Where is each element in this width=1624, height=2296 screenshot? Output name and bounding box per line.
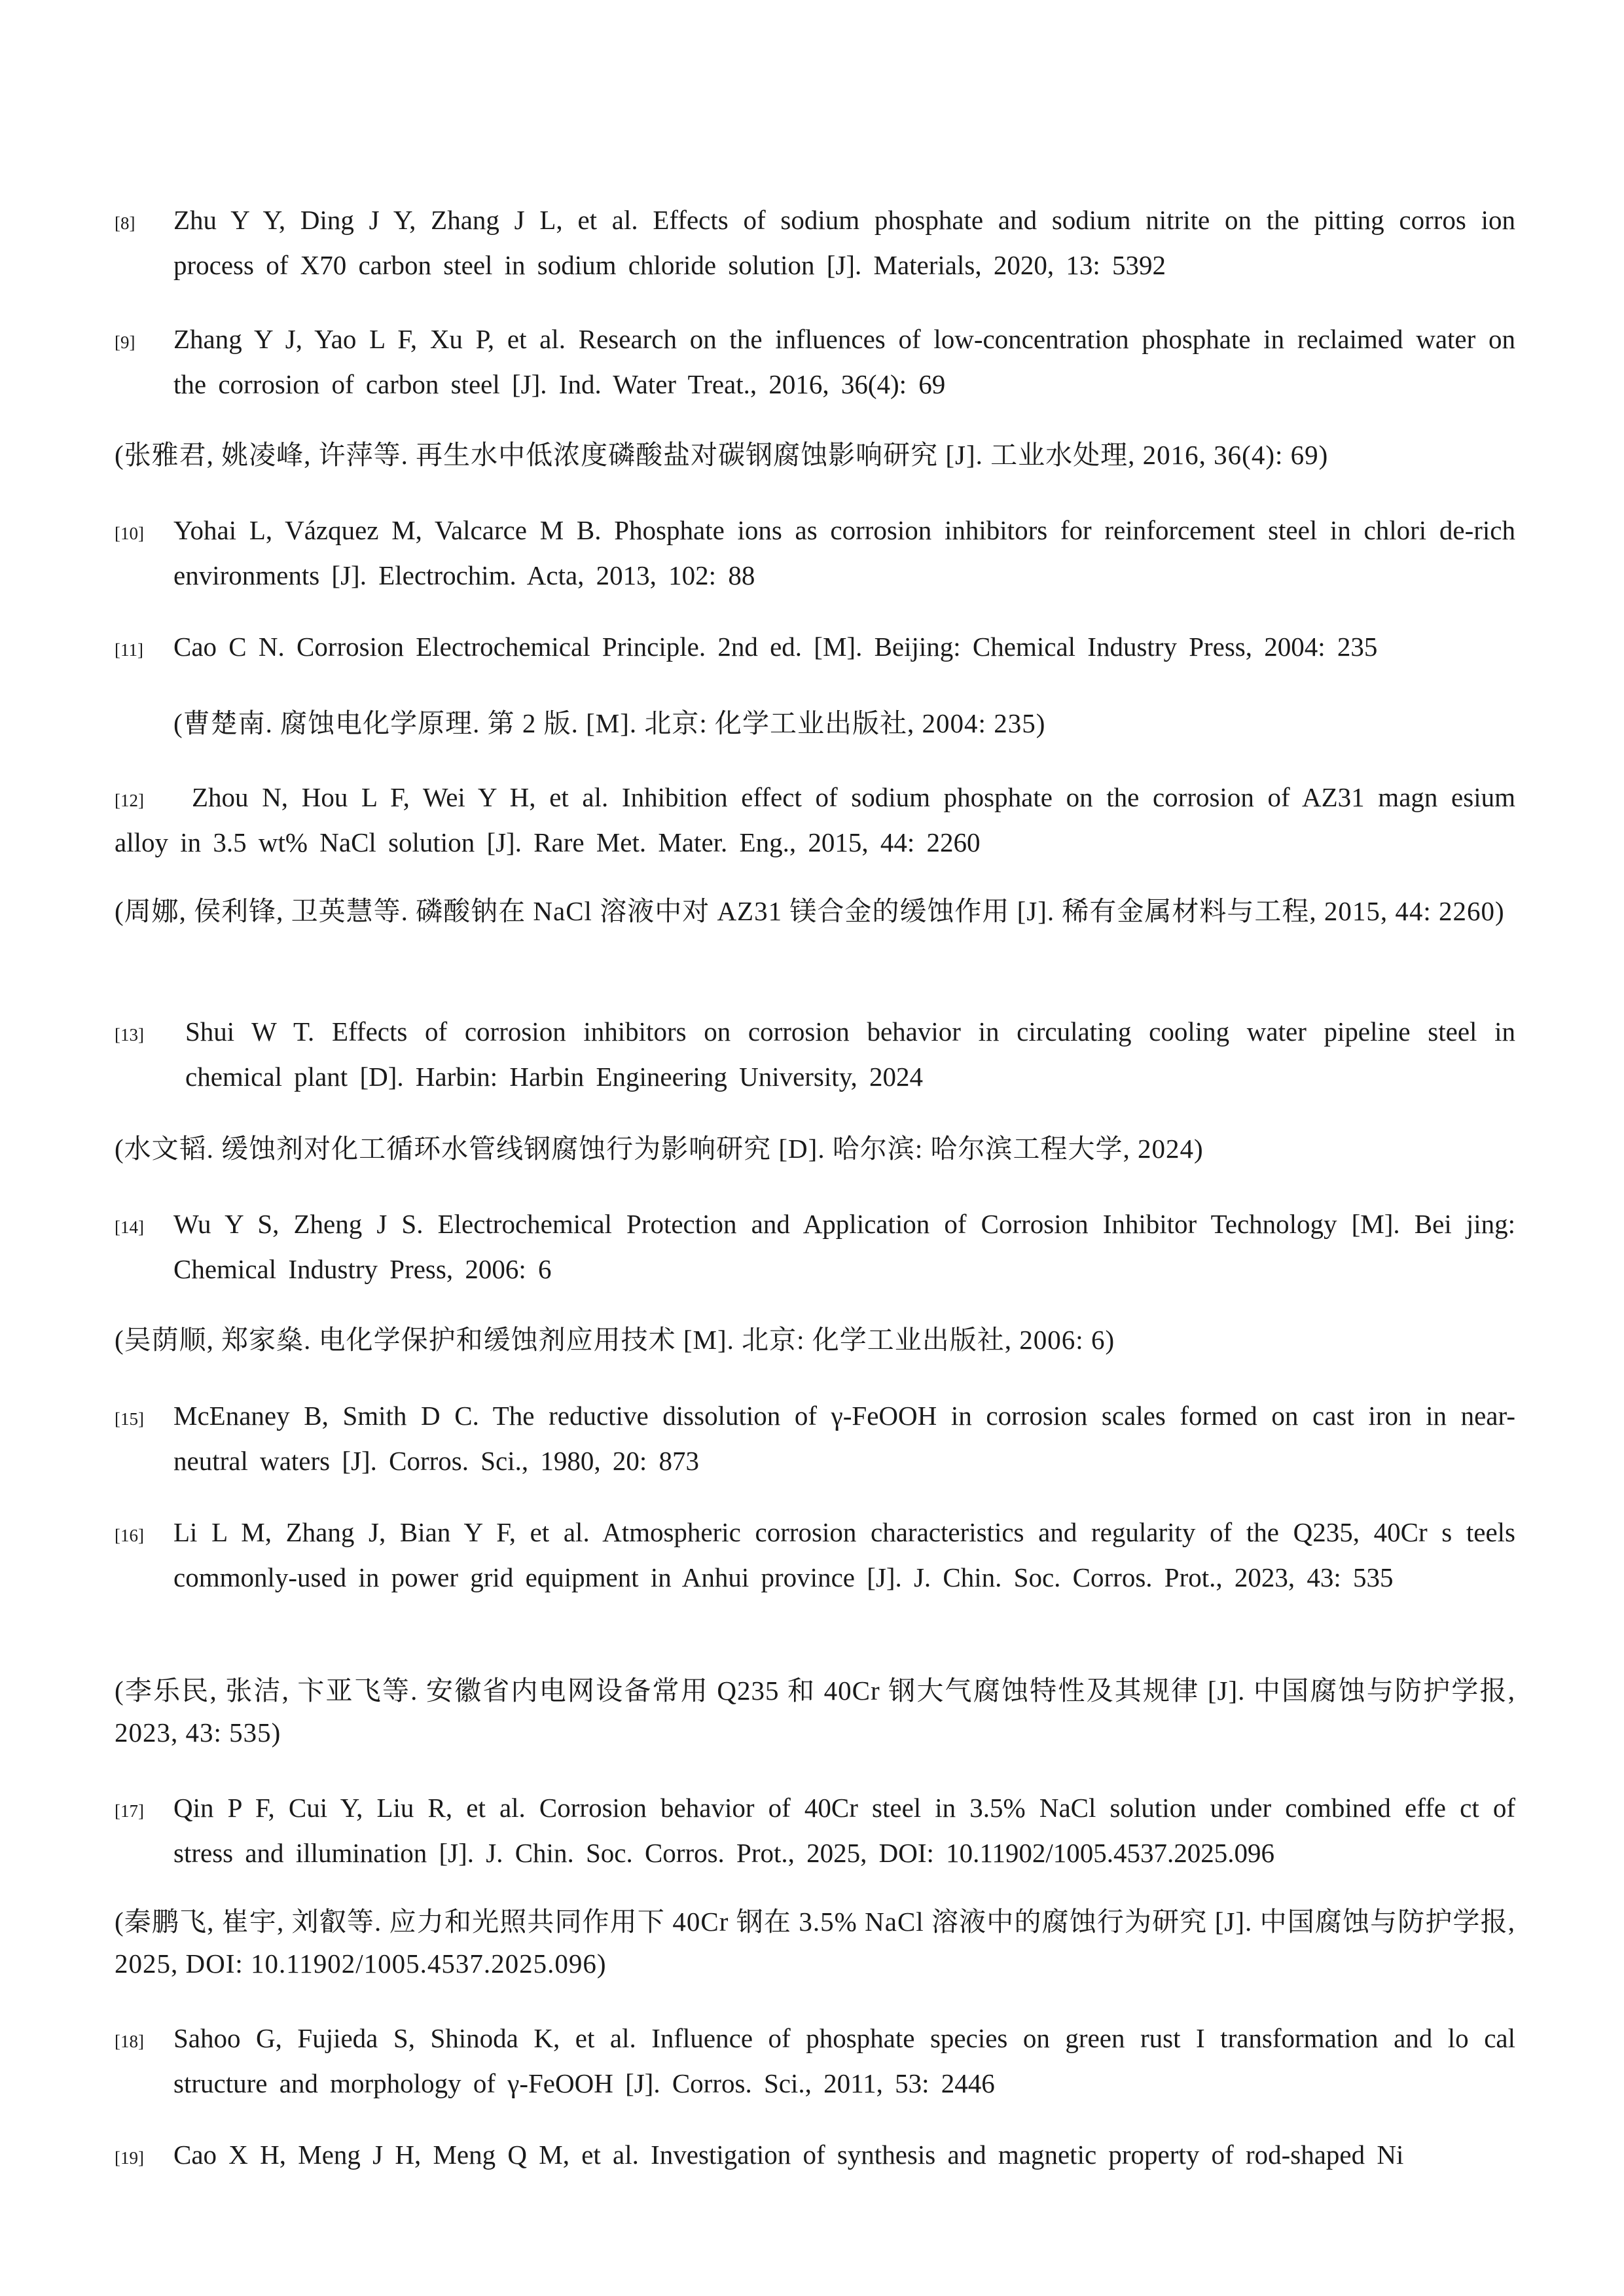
reference-text: (张雅君, 姚凌峰, 许萍等. 再生水中低浓度磷酸盐对碳钢腐蚀影响研究 [J]. 工业水处理, 2016, 36(4): 69) [115, 440, 1329, 470]
reference-10 [115, 509, 1515, 596]
reference-17-chinese [115, 1901, 1515, 1984]
reference-number: [11] [115, 640, 143, 660]
reference-9 [115, 318, 1515, 405]
reference-text: (水文韬. 缓蚀剂对化工循环水管线钢腐蚀行为影响研究 [D]. 哈尔滨: 哈尔滨工程大学, 2024) [115, 1134, 1204, 1164]
reference-text: Qin P F, Cui Y, Liu R, et al. Corrosion behavior of 40Cr steel in 3.5% NaCl solution under combined effe ct of stress and illumination [J]. J. Chin. Soc. Corros. Prot., 2025, DOI: 10.11902/1005.4537.2025.096 [173, 1793, 1515, 1868]
reference-12-chinese [115, 890, 1515, 932]
reference-text: Zhu Y Y, Ding J Y, Zhang J L, et al. Effects of sodium phosphate and sodium nitrite on the pitting corros ion process of X70 carbon steel in sodium chloride solution [J]. Materials, 2020, 13: 5392 [173, 205, 1515, 280]
reference-text: Cao C N. Corrosion Electrochemical Principle. 2nd ed. [M]. Beijing: Chemical Industry Press, 2004: 235 [173, 632, 1378, 662]
reference-18 [115, 2017, 1515, 2104]
reference-16 [115, 1511, 1515, 1598]
reference-text: Zhang Y J, Yao L F, Xu P, et al. Research on the influences of low-concentration phosphate in reclaimed water on the corrosion of carbon steel [J]. Ind. Water Treat., 2016, 36(4): 69 [173, 324, 1515, 399]
reference-number: [13] [115, 1025, 144, 1045]
reference-text: Li L M, Zhang J, Bian Y F, et al. Atmospheric corrosion characteristics and regularity of the Q235, 40Cr s teels commonly-used in power grid equipment in Anhui province [J]. J. Chin. Soc. Corros. Prot., 2023, 43: 535 [173, 1517, 1515, 1592]
reference-8 [115, 199, 1515, 286]
reference-14 [115, 1203, 1515, 1290]
reference-text: (曹楚南. 腐蚀电化学原理. 第 2 版. [M]. 北京: 化学工业出版社, 2004: 235) [173, 708, 1046, 738]
reference-number: [18] [115, 2032, 144, 2051]
reference-text: (吴荫顺, 郑家燊. 电化学保护和缓蚀剂应用技术 [M]. 北京: 化学工业出版社, 2006: 6) [115, 1325, 1115, 1355]
reference-11-chinese [173, 702, 1515, 744]
reference-number: [10] [115, 524, 144, 543]
reference-number: [12] [115, 791, 144, 810]
reference-14-chinese [115, 1319, 1515, 1361]
reference-text: Wu Y S, Zheng J S. Electrochemical Protection and Application of Corrosion Inhibitor Technology [M]. Bei jing: Chemical Industry Press, 2006: 6 [173, 1209, 1515, 1284]
reference-11 [115, 626, 1515, 671]
reference-12 [115, 776, 1515, 863]
reference-text: Sahoo G, Fujieda S, Shinoda K, et al. Influence of phosphate species on green rust I transformation and lo cal structure and morphology of γ-FeOOH [J]. Corros. Sci., 2011, 53: 2446 [173, 2023, 1515, 2098]
reference-number: [16] [115, 1526, 144, 1545]
reference-text: Shui W T. Effects of corrosion inhibitors on corrosion behavior in circulating cooling water pipeline steel in chemical plant [D]. Harbin: Harbin Engineering University, 2024 [185, 1016, 1515, 1092]
reference-text: (秦鹏飞, 崔宇, 刘叡等. 应力和光照共同作用下 40Cr 钢在 3.5% NaCl 溶液中的腐蚀行为研究 [J]. 中国腐蚀与防护学报, 2025, DOI: 10.11902/1005.4537.2025.096) [115, 1907, 1515, 1979]
reference-text: (李乐民, 张洁, 卞亚飞等. 安徽省内电网设备常用 Q235 和 40Cr 钢大气腐蚀特性及其规律 [J]. 中国腐蚀与防护学报, 2023, 43: 535) [115, 1676, 1515, 1748]
reference-number: [15] [115, 1409, 144, 1429]
reference-number: [19] [115, 2148, 144, 2168]
reference-13 [115, 1011, 1515, 1098]
reference-text: Cao X H, Meng J H, Meng Q M, et al. Investigation of synthesis and magnetic property of rod-shaped Ni [173, 2140, 1404, 2170]
reference-number: [17] [115, 1801, 144, 1821]
reference-number: [14] [115, 1217, 144, 1237]
reference-13-chinese [115, 1128, 1515, 1170]
reference-15 [115, 1395, 1515, 1482]
reference-number: [9] [115, 332, 135, 352]
reference-text: Yohai L, Vázquez M, Valcarce M B. Phosphate ions as corrosion inhibitors for reinforcement steel in chlori de-rich environments [J]. Electrochim. Acta, 2013, 102: 88 [173, 515, 1515, 590]
reference-text: McEnaney B, Smith D C. The reductive dissolution of γ-FeOOH in corrosion scales formed on cast iron in near-neutral waters [J]. Corros. Sci., 1980, 20: 873 [173, 1401, 1515, 1476]
reference-text: (周娜, 侯利锋, 卫英慧等. 磷酸钠在 NaCl 溶液中对 AZ31 镁合金的缓蚀作用 [J]. 稀有金属材料与工程, 2015, 44: 2260) [115, 896, 1505, 926]
reference-17 [115, 1787, 1515, 1874]
reference-16-chinese [115, 1670, 1515, 1753]
reference-number: [8] [115, 213, 135, 233]
reference-text: Zhou N, Hou L F, Wei Y H, et al. Inhibition effect of sodium phosphate on the corrosion of AZ31 magn esium alloy in 3.5 wt% NaCl solution [J]. Rare Met. Mater. Eng., 2015, 44: 2260 [115, 782, 1515, 857]
reference-9-chinese [115, 434, 1515, 476]
reference-19 [115, 2134, 1515, 2179]
